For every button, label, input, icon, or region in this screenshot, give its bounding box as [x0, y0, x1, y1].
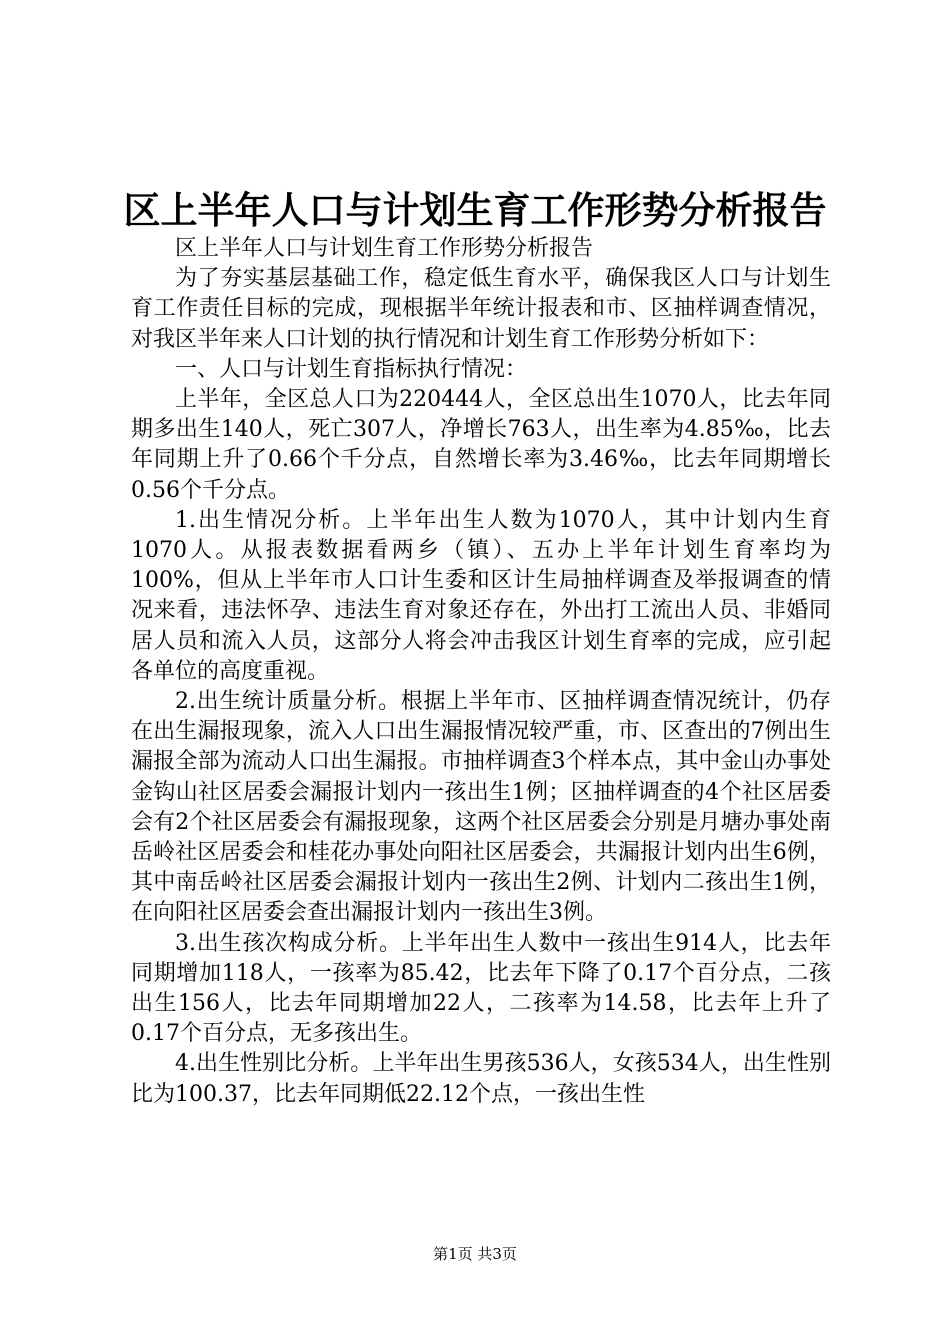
paragraph: 1.出生情况分析。上半年出生人数为1070人，其中计划内生育1070人。从报表数据看两乡（镇）、五办上半年计划生育率均为100%，但从上半年市人口计生委和区计生局抽样调查及举报调查的情况来看，违法怀孕、违法生育对象还存在，外出打工流出人员、非婚同居人员和流入人员，这部分人将会冲击我区计划生育率的完成，应引起各单位的高度重视。: [131, 507, 831, 684]
document-body: [131, 234, 831, 1110]
paragraph: 为了夯实基层基础工作，稳定低生育水平，确保我区人口与计划生育工作责任目标的完成，现根据半年统计报表和市、区抽样调查情况，对我区半年来人口计划的执行情况和计划生育工作形势分析如下：: [131, 266, 831, 352]
section-heading: 一、人口与计划生育指标执行情况：: [175, 356, 528, 382]
paragraph: 2.出生统计质量分析。根据上半年市、区抽样调查情况统计，仍存在出生漏报现象，流入人口出生漏报情况较严重，市、区查出的7例出生漏报全部为流动人口出生漏报。市抽样调查3个样本点，其中金山办事处金钩山社区居委会漏报计划内一孩出生1例；区抽样调查的4个社区居委会有2个社区居委会有漏报现象，这两个社区居委会分别是月塘办事处南岳岭社区居委会和桂花办事处向阳社区居委会，共漏报计划内出生6例，其中南岳岭社区居委会漏报计划内一孩出生2例、计划内二孩出生1例，在向阳社区居委会查出漏报计划内一孩出生3例。: [131, 689, 831, 926]
paragraph: 3.出生孩次构成分析。上半年出生人数中一孩出生914人，比去年同期增加118人，一孩率为85.42，比去年下降了0.17个百分点，二孩出生156人，比去年同期增加22人，二孩率为14.58，比去年上升了0.17个百分点，无多孩出生。: [131, 930, 831, 1047]
paragraph: 上半年，全区总人口为220444人，全区总出生1070人，比去年同期多出生140人，死亡307人，净增长763人，出生率为4.85‰，比去年同期上升了0.66个千分点，自然增长率为3.46‰，比去年同期增长0.56个千分点。: [131, 387, 831, 503]
paragraph: 区上半年人口与计划生育工作形势分析报告: [175, 236, 594, 261]
page-footer: 第1页 共3页: [433, 1245, 517, 1263]
document-title: 区上半年人口与计划生育工作形势分析报告: [123, 188, 827, 232]
paragraph: 4.出生性别比分析。上半年出生男孩536人，女孩534人，出生性别比为100.37，比去年同期低22.12个点，一孩出生性: [131, 1051, 831, 1107]
